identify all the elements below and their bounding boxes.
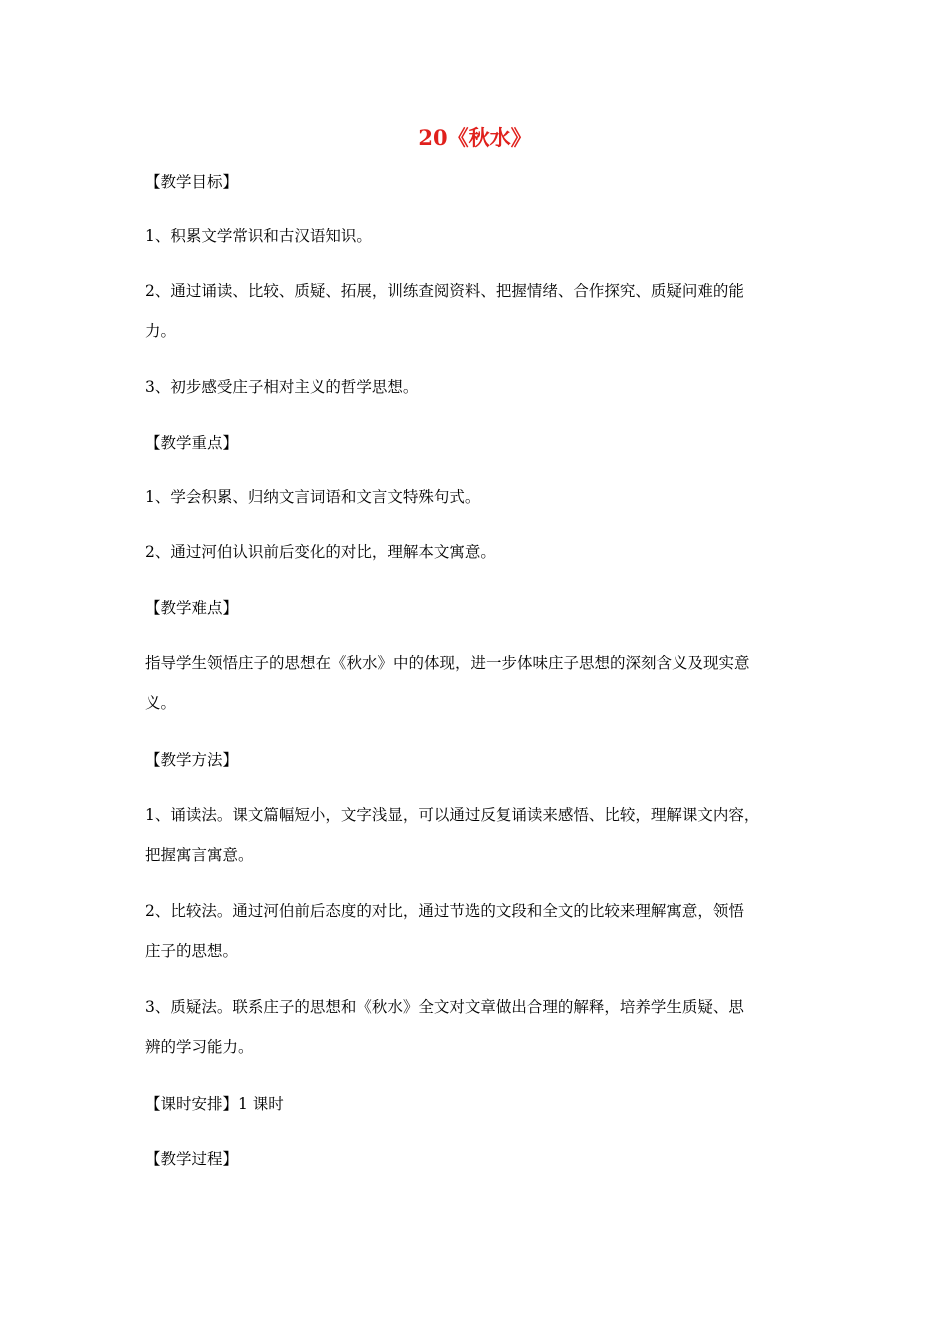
- heading-methods: 【教学方法】: [145, 751, 239, 769]
- difficulty-item-1: [145, 643, 810, 723]
- heading-difficulties: 【教学难点】: [145, 599, 239, 617]
- method-item-2-line-1: 2、比较法。通过河伯前后态度的对比，通过节选的文段和全文的比较来理解寓意，领悟: [145, 902, 744, 920]
- method-item-3-line-1: 3、质疑法。联系庄子的思想和《秋水》全文对文章做出合理的解释，培养学生质疑、思: [145, 998, 744, 1016]
- heading-objectives: 【教学目标】: [145, 173, 239, 191]
- method-item-1-line-2: 把握寓言寓意。: [145, 846, 254, 864]
- difficulty-item-1-line-1: 指导学生领悟庄子的思想在《秋水》中的体现，进一步体味庄子思想的深刻含义及现实意: [145, 654, 750, 672]
- key-point-item-2: 2、通过河伯认识前后变化的对比，理解本文寓意。: [145, 543, 496, 561]
- objective-item-2-line-1: 2、通过诵读、比较、质疑、拓展，训练查阅资料、把握情绪、合作探究、质疑问难的能: [145, 282, 744, 300]
- heading-process: 【教学过程】: [145, 1150, 239, 1168]
- objective-item-1: 1、积累文学常识和古汉语知识。: [145, 227, 372, 245]
- key-point-item-1: 1、学会积累、归纳文言词语和文言文特殊句式。: [145, 488, 481, 506]
- method-item-2-line-2: 庄子的思想。: [145, 942, 239, 960]
- method-item-2: [145, 891, 810, 971]
- objective-item-3: 3、初步感受庄子相对主义的哲学思想。: [145, 378, 419, 396]
- method-item-3-line-2: 辨的学习能力。: [145, 1038, 254, 1056]
- difficulty-item-1-line-2: 义。: [145, 694, 177, 712]
- method-item-3: [145, 987, 810, 1067]
- method-item-1-line-1: 1、诵读法。课文篇幅短小，文字浅显，可以通过反复诵读来感悟、比较，理解课文内容，: [145, 806, 760, 824]
- heading-schedule: 【课时安排】1 课时: [145, 1095, 284, 1113]
- method-item-1: [145, 795, 810, 875]
- objective-item-2-line-2: 力。: [145, 322, 177, 340]
- document-title: 20《秋水》: [418, 125, 532, 150]
- heading-key-points: 【教学重点】: [145, 434, 239, 452]
- objective-item-2: [145, 271, 810, 351]
